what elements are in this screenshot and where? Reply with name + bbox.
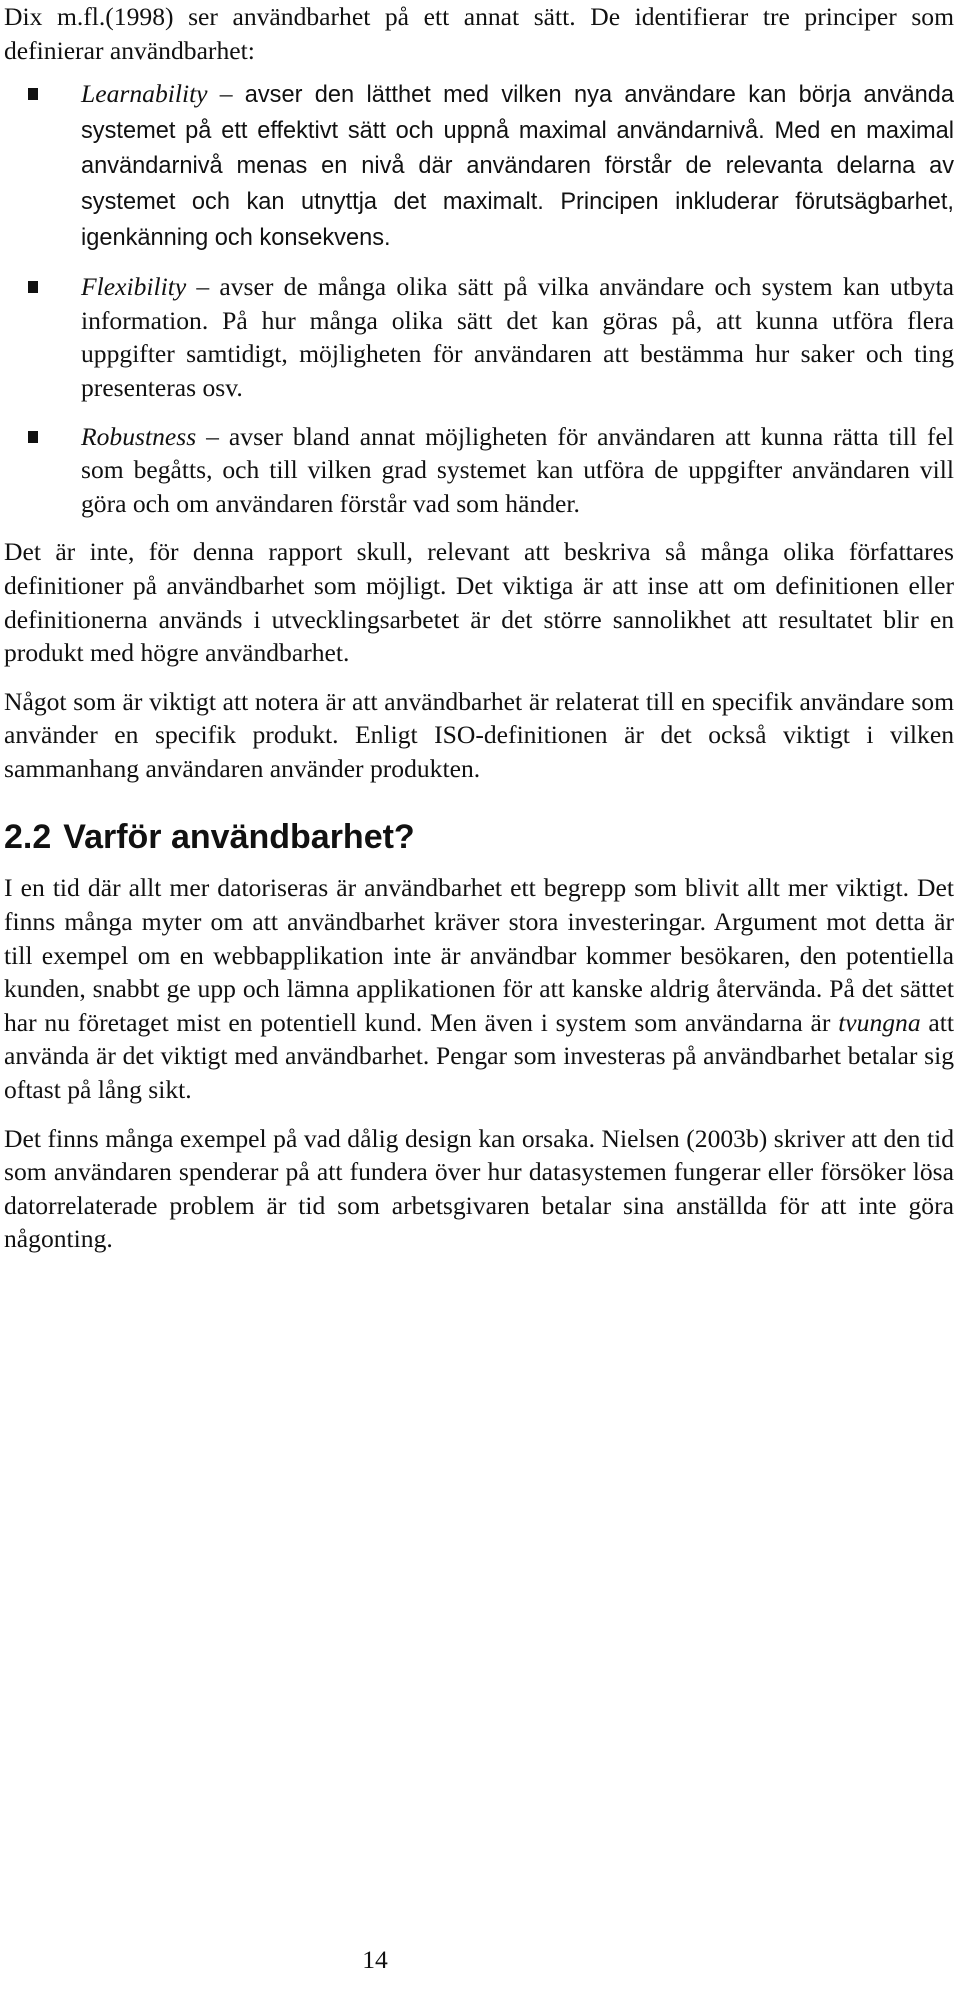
body-paragraph-2: Något som är viktigt att notera är att användbarhet är relaterat till en specifik användare som använder en specifik produkt. Enligt ISO-definitionen är det också viktigt i vilken sammanhang användaren använder produkten.	[4, 686, 954, 783]
section-heading	[4, 817, 954, 857]
list-item-flexibility	[81, 270, 954, 404]
robustness-description: avser bland annat möjligheten för användaren att kunna rätta till fel som begåtts, och till vilken grad systemet kan utföra de uppgifter användaren vill göra och om användaren förstår vad som händer.	[81, 421, 954, 518]
list-item-learnability	[81, 77, 954, 255]
term-dash: –	[196, 421, 229, 451]
square-bullet-icon	[28, 88, 38, 100]
term-flexibility: Flexibility	[81, 272, 187, 302]
page-content	[4, 0, 954, 1271]
learnability-description-tail: Principen inkluderar förutsägbarhet, igenkänning och konsekvens.	[81, 188, 954, 251]
intro-paragraph	[4, 0, 954, 67]
term-dash: –	[207, 79, 245, 109]
term-robustness: Robustness	[81, 421, 197, 451]
section-title: Varför användbarhet?	[63, 818, 415, 857]
intro-text: Dix m.fl.(1998) ser användbarhet på ett annat sätt. De identifierar tre principer som definierar användbarhet:	[4, 2, 954, 65]
paragraph-3-after: att använda är det viktigt med användbarhet. Pengar som investeras på användbarhet betalar sig oftast på lång sikt.	[4, 1007, 954, 1105]
square-bullet-icon	[28, 281, 38, 293]
body-paragraph-4: Det finns många exempel på vad dålig design kan orsaka. Nielsen (2003b) skriver att den tid som användaren spenderar på att fundera över hur datasystemen fungerar eller försöker lösa datorrelaterade problem är tid som arbetsgivaren betalar sina anställda för att inte göra någonting.	[4, 1123, 954, 1254]
learnability-description-sans: avser den lätthet med vilken nya användare kan börja använda systemet på ett effektivt sätt och uppnå maximal användarnivå. Med en maximal användarnivå menas en nivå där användaren förstår de relevanta delarna av systemet och kan utnyttja det maximalt.	[81, 82, 955, 215]
term-dash: –	[186, 272, 220, 302]
paragraph-3-emphasis: tvungna	[838, 1007, 921, 1037]
square-bullet-icon	[28, 431, 38, 443]
section-number: 2.2	[4, 818, 52, 857]
body-paragraph-1: Det är inte, för denna rapport skull, relevant att beskriva så många olika författares definitioner på användbarhet som möjligt. Det viktiga är att inse att om definitionen eller definitionerna används i utvecklingsarbetet är det större sannolikhet att resultatet blir en produkt med högre användbarhet.	[4, 537, 954, 668]
principles-list	[4, 77, 954, 520]
paragraph-3-before: I en tid där allt mer datoriseras är användbarhet ett begrepp som blivit allt mer viktigt. Det finns många myter om att användbarhet kräver stora investeringar. Argument mot detta är till exempel om en webbapplikation inte är användbar kommer besökaren, den potentiella kunden, snabbt ge upp och lämna applikationen för att kanske aldrig återvända. På det sättet har nu företaget mist en potentiell kund. Men även i system som användarna är	[4, 873, 954, 1037]
flexibility-description: avser de många olika sätt på vilka användare och system kan utbyta information. På hur många olika sätt det kan göras på, att kunna utföra flera uppgifter samtidigt, möjligheten för användaren att bestämma hur saker och ting presenteras osv.	[81, 272, 955, 402]
page-number: 14	[362, 1945, 388, 1974]
list-item-robustness	[81, 420, 954, 521]
body-paragraph-3	[4, 871, 954, 1106]
term-learnability: Learnability	[81, 79, 208, 109]
